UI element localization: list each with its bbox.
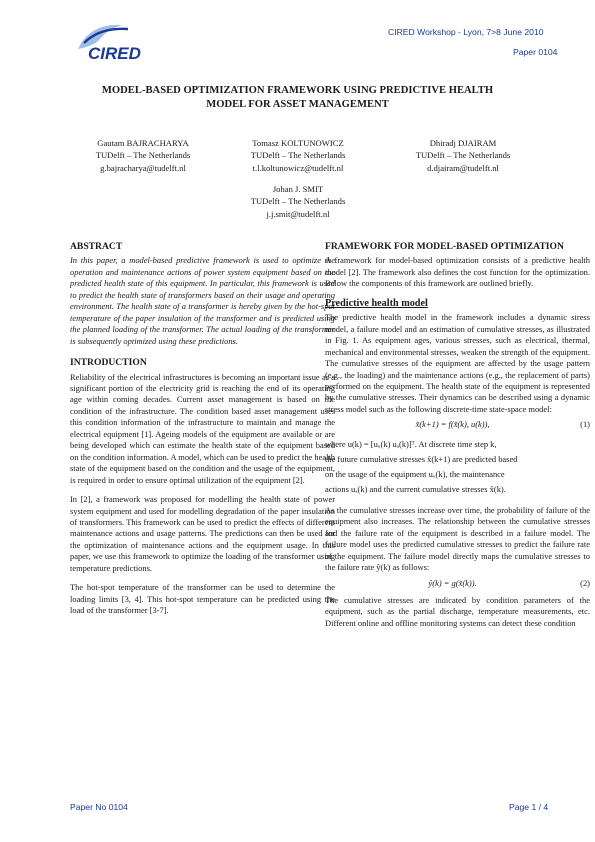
paper-title: [60, 84, 535, 112]
predictive-health-heading: Predictive health model: [325, 297, 428, 309]
abstract-heading: ABSTRACT: [70, 241, 123, 252]
intro-paragraph-3: The hot-spot temperature of the transformer can be used to determine the loading limits [3, 4]. This hot-spot temperature can be predicted using the load of the transformer [3-7].: [70, 582, 335, 616]
equation-2-number: (2): [580, 577, 590, 588]
author-affiliation: TUDelft – The Netherlands: [250, 196, 346, 207]
left-column: [70, 241, 335, 625]
author-email: g.bajracharya@tudelft.nl: [100, 162, 186, 173]
equation-1-number: (1): [580, 419, 590, 430]
author-email: t.l.koltunowicz@tudelft.nl: [252, 162, 344, 173]
author-3: [378, 137, 548, 174]
equation-1-explanation: [325, 437, 590, 497]
logo-text: CIRED: [88, 44, 141, 63]
author-affiliation: TUDelft – The Netherlands: [415, 150, 511, 161]
where-line-1: where u(k) = [uᵤ(k) uₐ(k)]ᵀ. At discrete time step k,: [325, 438, 497, 449]
author-1: [58, 137, 228, 174]
author-2: [213, 137, 383, 174]
intro-paragraph-2: In [2], a framework was proposed for modelling the health state of power system equipment and used for modelling degradation of the paper insulation of transformers. This framework can be used to predict the effects of different maintenance actions and usage patterns. The predictions can then be used for the optimization of maintenance actions and the equipment usage. In this paper, we use this framework to optimize the loading of the transformer using temperature predictions.: [70, 494, 335, 573]
title-line-1: MODEL-BASED OPTIMIZATION FRAMEWORK USING PREDICTIVE HEALTH: [101, 85, 494, 96]
framework-heading: FRAMEWORK FOR MODEL-BASED OPTIMIZATION: [325, 241, 564, 252]
intro-paragraph-1: Reliability of the electrical infrastructures is becoming an important issue as a significant portion of the electricity grid is reaching the end of its operating age within coming decades. Current asset management is based on the condition of the infrastructure. The condition based asset management uses this condition information of the infrastructure to maintain and manage the electrical equipment [1]. Ageing models of the equipment are available or are being developed which can estimate the health state of the equipment based on the condition information. A model, which can be used to predict the health state of the equipment based on the condition and the usage of the equipment, is required in order to ensure optimal utilization of the equipment [2].: [70, 371, 336, 485]
author-email: j.j.smit@tudelft.nl: [266, 208, 330, 219]
equation-1-formula: x̂(k+1) = f(x̂(k), u(k)),: [415, 419, 490, 430]
author-name: Tomasz KOLTUNOWICZ: [252, 138, 344, 148]
footer-page-number: Page 1 / 4: [509, 802, 549, 812]
author-affiliation: TUDelft – The Netherlands: [95, 150, 191, 161]
paper-number-header: Paper 0104: [513, 47, 558, 57]
author-4: [213, 183, 383, 220]
framework-paragraph: A framework for model-based optimization consists of a predictive health model [2]. The framework also defines the cost function for the optimization. Below the components of this framework are outlined briefly.: [325, 255, 590, 289]
cired-logo-mark: [70, 19, 165, 63]
predictive-health-paragraph: The predictive health model in the framework includes a dynamic stress model, a failure model and an estimation of cumulative stresses, as illustrated in Fig. 1. As equipment ages, various stresses, such as electrical, thermal, mechanical and environmental stresses, weaken the strength of the equipment. The cumulative stresses of the equipment are affected by the usage pattern (e.g., the loading) and the maintenance actions (e.g., the replacement of parts) performed on the equipment. The health state of the equipment is represented by the cumulative stresses. Their dynamics can be described using a dynamic stress model such as the following discrete-time state-space model:: [325, 312, 590, 414]
failure-model-paragraph: As the cumulative stresses increase over time, the probability of failure of the equipment also increases. The relationship between the cumulative stresses and the failure rate of the equipment is described in a failure model. The failure model uses the predicted cumulative stresses to predict the failure rate of the equipment. The failure model directly maps the cumulative stresses to the failure rate ŷ(k) as follows:: [325, 504, 590, 573]
author-affiliation: TUDelft – The Netherlands: [250, 150, 346, 161]
author-email: d.djairam@tudelft.nl: [427, 162, 499, 173]
author-name: Gautam BAJRACHARYA: [97, 138, 189, 148]
title-line-2: MODEL FOR ASSET MANAGEMENT: [206, 99, 389, 110]
introduction-heading: INTRODUCTION: [70, 357, 147, 369]
footer-paper-number: Paper No 0104: [70, 802, 128, 812]
equation-2-formula: ŷ(k) = g(x̂(k)).: [428, 577, 477, 588]
condition-paragraph: The cumulative stresses are indicated by condition parameters of the equipment, such as the partial discharge, temperature measurements, etc. Different online and offline monitoring systems can detect these condition: [325, 594, 590, 628]
where-line-2: the future cumulative stresses x̂(k+1) are predicted based: [325, 453, 518, 464]
author-name: Johan J. SMIT: [272, 184, 324, 194]
workshop-header: CIRED Workshop - Lyon, 7>8 June 2010: [388, 27, 544, 37]
equation-1: [325, 419, 590, 430]
abstract-text: In this paper, a model-based predictive framework is used to optimize the operation and maintenance actions of power system equipment based on the predicted health state of this equipment. In particular, this framework is used to predict the health state of transformers based on their usage and operating environment. The health state of a transformer is hereby given by the hot-spot temperature of the paper insulation of the transformer and is predicted using the planned loading of the transformer. The actual loading of the transformer is subsequently optimized using these predictions.: [70, 255, 335, 346]
cired-logo: [70, 19, 165, 63]
equation-2: [325, 578, 590, 589]
where-line-4: actions uₐ(k) and the current cumulative stresses x̂(k).: [325, 483, 506, 494]
right-column: [325, 241, 590, 637]
author-name: Dhiradj DJAIRAM: [429, 138, 497, 148]
where-line-3: on the usage of the equipment uᵤ(k), the maintenance: [325, 468, 505, 479]
